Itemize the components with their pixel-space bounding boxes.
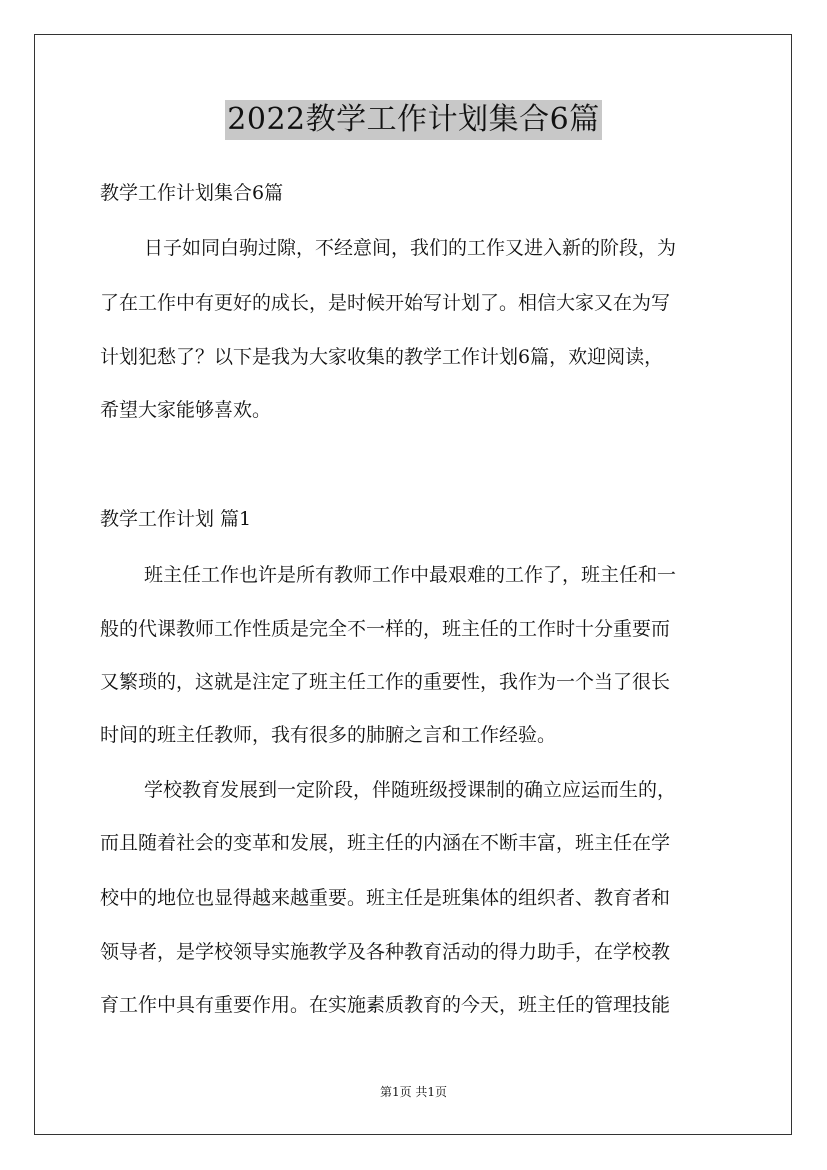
intro-line-1: 日子如同白驹过隙，不经意间，我们的工作又进入新的阶段，为: [144, 237, 677, 259]
s1p2-line-2: 而且随着社会的变革和发展，班主任的内涵在不断丰富，班主任在学: [100, 832, 671, 854]
s1p2-line-4: 领导者，是学校领导实施教学及各种教育活动的得力助手，在学校教: [100, 941, 671, 963]
title-container: [0, 100, 827, 140]
document-title: 2022教学工作计划集合6篇: [225, 100, 601, 140]
intro-line-4: 希望大家能够喜欢。: [100, 399, 272, 421]
s1p2-line-3: 校中的地位也显得越来越重要。班主任是班集体的组织者、教育者和: [100, 887, 671, 909]
s1p2-line-5: 育工作中具有重要作用。在实施素质教育的今天，班主任的管理技能: [100, 994, 671, 1016]
section1-heading: 教学工作计划 篇1: [100, 508, 252, 530]
s1p1-line-2: 般的代课教师工作性质是完全不一样的，班主任的工作时十分重要而: [100, 618, 671, 640]
document-subtitle: 教学工作计划集合6篇: [100, 182, 284, 204]
s1p1-line-3: 又繁琐的，这就是注定了班主任工作的重要性，我作为一个当了很长: [100, 671, 671, 693]
s1p2-line-1: 学校教育发展到一定阶段，伴随班级授课制的确立应运而生的，: [144, 779, 677, 801]
s1p1-line-4: 时间的班主任教师，我有很多的肺腑之言和工作经验。: [100, 724, 557, 746]
intro-line-3: 计划犯愁了？以下是我为大家收集的教学工作计划6篇，欢迎阅读，: [100, 346, 664, 368]
s1p1-line-1: 班主任工作也许是所有教师工作中最艰难的工作了，班主任和一: [144, 564, 677, 586]
page-footer: 第1页 共1页: [379, 1085, 448, 1099]
intro-line-2: 了在工作中有更好的成长，是时候开始写计划了。相信大家又在为写: [100, 292, 671, 314]
